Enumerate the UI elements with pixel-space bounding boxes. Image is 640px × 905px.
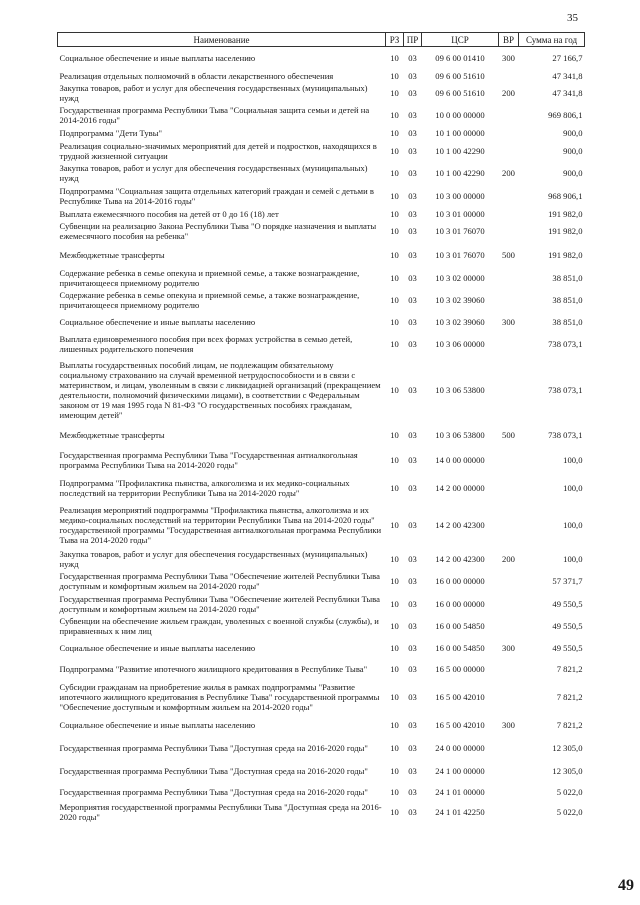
cell-sum: 191 982,0 [548,226,583,236]
cell-name: Государственная программа Республики Тыва "Доступная среда на 2016-2020 годы" [59,766,368,776]
cell-name: Межбюджетные трансферты [59,429,165,440]
cell-name: Содержание ребенка в семье опекуна и приемной семье, а также вознаграждение, причитающееся приемному родителю [59,268,360,288]
cell-csr: 09 6 00 01410 [435,53,485,64]
cell-csr: 10 3 06 00000 [435,339,485,349]
cell-pr: 03 [408,316,417,327]
cell-name: Государственная программа Республики Тыва "Доступная среда на 2016-2020 годы" [59,743,368,753]
cell-vr [499,356,519,424]
table-row [58,714,585,737]
cell-name: Закупка товаров, работ и услуг для обеспечения государственных (муниципальных) нужд [59,162,368,183]
cell-rz: 10 [390,664,399,674]
cell-csr: 10 3 02 39060 [435,295,485,305]
table-row [58,162,585,184]
cell-vr [499,615,519,637]
cell-sum: 738 073,1 [548,429,583,440]
cell-pr: 03 [408,553,417,564]
cell-rz: 10 [390,806,399,817]
table-row [58,140,585,162]
cell-vr [499,127,519,140]
cell-pr: 03 [408,482,417,493]
cell-csr: 14 2 00 42300 [435,519,485,530]
cell-rz: 10 [390,787,399,797]
table-row [58,737,585,760]
cell-sum: 100,0 [563,454,583,465]
cell-csr: 16 5 00 42010 [435,691,485,702]
cell-name: Подпрограмма "Развитие ипотечного жилищного кредитования в Республике Тыва" [59,664,368,674]
cell-sum: 57 371,7 [552,576,583,586]
table-row [58,104,585,127]
cell-sum: 38 851,0 [552,295,583,305]
cell-pr: 03 [408,208,417,219]
cell-rz: 10 [390,766,399,776]
cell-rz: 10 [390,87,399,98]
cell-vr [499,659,519,680]
corner-mark: 49 [618,877,634,894]
cell-sum: 900,0 [563,145,583,156]
cell-csr: 10 3 06 53800 [435,429,485,440]
cell-name: Реализация отдельных полномочий в области лекарственного обеспечения [59,70,334,81]
cell-pr: 03 [408,519,417,530]
cell-sum: 38 851,0 [552,316,583,327]
cell-csr: 09 6 00 51610 [435,70,485,81]
cell-pr: 03 [408,576,417,586]
cell-rz: 10 [390,576,399,586]
table-row [58,783,585,802]
cell-sum: 969 806,1 [548,110,583,120]
cell-rz: 10 [390,429,399,440]
cell-vr [499,760,519,783]
cell-pr: 03 [408,53,417,64]
cell-name: Закупка товаров, работ и услуг для обеспечения государственных (муниципальных) нужд [59,548,368,569]
cell-rz: 10 [390,384,399,395]
cell-pr: 03 [408,87,417,98]
cell-rz: 10 [390,691,399,702]
cell-pr: 03 [408,766,417,776]
cell-pr: 03 [408,691,417,702]
page-number: 35 [567,12,578,24]
cell-name: Государственная программа Республики Тыва "Обеспечение жителей Республики Тыва доступным и комфортным жильем на 2014-2020 годы" [59,593,380,614]
cell-vr: 200 [502,87,515,98]
cell-name: Социальное обеспечение и иные выплаты населению [59,642,256,653]
cell-vr [499,184,519,208]
cell-pr: 03 [408,720,417,730]
cell-pr: 03 [408,787,417,797]
cell-csr: 16 5 00 00000 [435,664,485,674]
cell-rz: 10 [390,620,399,631]
cell-name: Социальное обеспечение и иные выплаты населению [59,316,256,327]
cell-vr: 300 [502,53,515,64]
cell-vr [499,802,519,822]
cell-name: Реализация мероприятий подпрограммы "Профилактика пьянства, алкоголизма и их медико-социальных последствий на территории Республики Тыва на 2014-2020 годы" государственной программы "Государственная антиалкогольная программа Республики Тыва на 2014-2020 годы" [59,504,382,545]
header-sum: Сумма на год [519,33,585,47]
cell-vr: 500 [502,249,515,260]
cell-vr: 200 [502,167,515,178]
cell-name: Подпрограмма "Социальная защита отдельных категорий граждан и семей с детьми в Республике Тыва на 2014-2016 годы" [59,185,374,206]
cell-csr: 16 0 00 00000 [435,598,485,609]
table-row [58,502,585,548]
table-body [58,47,585,822]
header-name: Наименование [58,33,386,47]
cell-name: Подпрограмма "Профилактика пьянства, алкоголизма и их медико-социальных последствий на территории Республики Тыва на 2014-2020 годы" [59,477,350,498]
cell-csr: 09 6 00 51610 [435,87,485,98]
cell-vr [499,208,519,220]
cell-csr: 16 0 00 00000 [435,576,485,586]
cell-rz: 10 [390,454,399,465]
table-row [58,593,585,615]
cell-csr: 10 3 01 76070 [435,249,485,260]
cell-pr: 03 [408,429,417,440]
cell-sum: 49 550,5 [552,642,583,653]
cell-name: Государственная программа Республики Тыва "Обеспечение жителей Республики Тыва доступным и комфортным жильем на 2014-2020 годы" [59,571,380,591]
cell-csr: 24 1 01 00000 [435,787,485,797]
cell-sum: 100,0 [563,519,583,530]
cell-sum: 900,0 [563,167,583,178]
cell-csr: 10 1 00 42290 [435,145,485,156]
cell-csr: 10 3 01 00000 [435,208,485,219]
cell-csr: 14 0 00 00000 [435,454,485,465]
cell-name: Субвенции на реализацию Закона Республики Тыва "О порядке назначения и выплаты ежемесячного пособия на ребенка" [59,221,377,241]
cell-name: Социальное обеспечение и иные выплаты населению [59,720,256,730]
table-row [58,290,585,311]
header-vr: ВР [499,33,519,47]
cell-vr: 300 [502,720,515,730]
cell-rz: 10 [390,720,399,730]
cell-rz: 10 [390,273,399,283]
table-row [58,70,585,82]
cell-rz: 10 [390,295,399,305]
table-row [58,127,585,140]
cell-vr: 500 [502,429,515,440]
cell-sum: 738 073,1 [548,384,583,395]
cell-vr [499,446,519,474]
cell-rz: 10 [390,316,399,327]
cell-rz: 10 [390,70,399,81]
cell-pr: 03 [408,620,417,631]
cell-vr: 200 [502,553,515,564]
cell-vr [499,140,519,162]
cell-rz: 10 [390,190,399,201]
cell-name: Межбюджетные трансферты [59,249,165,260]
table-row [58,548,585,570]
cell-csr: 10 3 02 00000 [435,273,485,283]
cell-csr: 10 0 00 00000 [435,110,485,120]
header-csr: ЦСР [422,33,499,47]
cell-rz: 10 [390,128,399,138]
cell-sum: 27 166,7 [552,53,583,64]
cell-csr: 14 2 00 00000 [435,482,485,493]
cell-name: Государственная программа Республики Тыва "Доступная среда на 2016-2020 годы" [59,787,368,797]
table-row [58,802,585,822]
cell-pr: 03 [408,743,417,753]
cell-vr: 300 [502,316,515,327]
cell-vr [499,737,519,760]
cell-pr: 03 [408,249,417,260]
table-row [58,474,585,502]
cell-sum: 5 022,0 [556,806,583,817]
table-row [58,356,585,424]
table-row [58,680,585,714]
cell-sum: 49 550,5 [552,620,583,631]
cell-name: Закупка товаров, работ и услуг для обеспечения государственных (муниципальных) нужд [59,82,368,103]
cell-name: Реализация социально-значимых мероприятий для детей и подростков, находящихся в трудной жизненной ситуации [59,140,377,161]
table-row [58,184,585,208]
cell-sum: 12 305,0 [552,766,583,776]
cell-vr [499,290,519,311]
cell-pr: 03 [408,806,417,817]
cell-pr: 03 [408,454,417,465]
cell-csr: 24 1 01 42250 [435,806,485,817]
cell-name: Выплаты государственных пособий лицам, не подлежащим обязательному социальному страхованию на случай временной нетрудоспособности и в связи с материнством, и лицам, уволенным в связи с ликвидацией организаций (прекращением деятельности, полномочий физическими лицами), в соответствии с Федеральным законом от 19 мая 1995 года N 81-ФЗ "О государственных пособиях гражданам, имеющим детей" [59,359,381,420]
cell-name: Государственная программа Республики Тыва "Государственная антиалкогольная программа Республики Тыва на 2014-2020 годы" [59,449,358,470]
cell-rz: 10 [390,249,399,260]
table-header-row [58,33,585,47]
cell-csr: 10 3 02 39060 [435,316,485,327]
table-row [58,637,585,659]
cell-vr [499,70,519,82]
cell-csr: 10 3 06 53800 [435,384,485,395]
cell-pr: 03 [408,273,417,283]
cell-sum: 7 821,2 [556,720,583,730]
cell-sum: 12 305,0 [552,743,583,753]
cell-pr: 03 [408,664,417,674]
cell-rz: 10 [390,167,399,178]
cell-csr: 16 5 00 42010 [435,720,485,730]
cell-pr: 03 [408,598,417,609]
cell-name: Государственная программа Республики Тыва "Социальная защита семьи и детей на 2014-2016 годы" [59,105,370,125]
cell-rz: 10 [390,743,399,753]
budget-table [57,32,585,822]
table-row [58,760,585,783]
cell-pr: 03 [408,145,417,156]
cell-csr: 10 3 01 76070 [435,226,485,236]
header-pr: ПР [404,33,422,47]
cell-sum: 7 821,2 [556,664,583,674]
table-row [58,659,585,680]
header-rz: РЗ [386,33,404,47]
cell-vr [499,220,519,243]
cell-sum: 47 341,8 [552,70,583,81]
cell-rz: 10 [390,226,399,236]
cell-name: Содержание ребенка в семье опекуна и приемной семье, а также вознаграждение, причитающееся приемному родителю [59,290,360,310]
cell-pr: 03 [408,128,417,138]
cell-csr: 24 0 00 00000 [435,743,485,753]
cell-name: Подпрограмма "Дети Тувы" [59,128,162,138]
cell-csr: 10 1 00 42290 [435,167,485,178]
cell-vr [499,333,519,356]
cell-pr: 03 [408,167,417,178]
cell-pr: 03 [408,339,417,349]
cell-sum: 47 341,8 [552,87,583,98]
cell-rz: 10 [390,53,399,64]
cell-rz: 10 [390,553,399,564]
cell-vr [499,104,519,127]
cell-vr [499,680,519,714]
table-row [58,446,585,474]
table-row [58,267,585,290]
cell-pr: 03 [408,642,417,653]
cell-sum: 100,0 [563,553,583,564]
table-row [58,47,585,70]
table-row [58,220,585,243]
cell-sum: 968 906,1 [548,190,583,201]
cell-sum: 49 550,5 [552,598,583,609]
cell-vr [499,474,519,502]
table-row [58,311,585,333]
cell-pr: 03 [408,190,417,201]
table-row [58,424,585,446]
cell-csr: 10 3 00 00000 [435,190,485,201]
cell-name: Выплата единовременного пособия при всех формах устройства в семью детей, лишенных родительского попечения [59,334,353,354]
table-row [58,615,585,637]
cell-sum: 738 073,1 [548,339,583,349]
cell-rz: 10 [390,145,399,156]
cell-name: Субсидии гражданам на приобретение жилья в рамках подпрограммы "Развитие ипотечного жилищного кредитования в Республике Тыва" государственной программы "Обеспечение доступным и комфортным жильем на 2014-2020 годы" [59,681,380,712]
cell-name: Выплата ежемесячного пособия на детей от 0 до 16 (18) лет [59,208,279,219]
cell-rz: 10 [390,339,399,349]
cell-name: Социальное обеспечение и иные выплаты населению [59,53,256,64]
cell-csr: 24 1 00 00000 [435,766,485,776]
cell-pr: 03 [408,110,417,120]
cell-sum: 900,0 [563,128,583,138]
table-row [58,208,585,220]
table-row [58,333,585,356]
cell-rz: 10 [390,208,399,219]
cell-csr: 10 1 00 00000 [435,128,485,138]
cell-rz: 10 [390,110,399,120]
cell-name: Субвенции на обеспечение жильем граждан, уволенных с военной службы (службы), и приравненных к ним лиц [59,615,379,636]
cell-vr [499,502,519,548]
cell-vr [499,267,519,290]
cell-vr [499,783,519,802]
cell-sum: 5 022,0 [556,787,583,797]
cell-rz: 10 [390,482,399,493]
cell-vr [499,570,519,593]
cell-vr: 300 [502,642,515,653]
cell-sum: 191 982,0 [548,249,583,260]
cell-name: Мероприятия государственной программы Республики Тыва "Доступная среда на 2016-2020 годы" [59,801,382,822]
cell-vr [499,593,519,615]
cell-pr: 03 [408,226,417,236]
cell-rz: 10 [390,642,399,653]
table-row [58,243,585,267]
cell-pr: 03 [408,295,417,305]
cell-sum: 38 851,0 [552,273,583,283]
table-row [58,82,585,104]
cell-rz: 10 [390,598,399,609]
cell-sum: 7 821,2 [556,691,583,702]
cell-sum: 191 982,0 [548,208,583,219]
cell-rz: 10 [390,519,399,530]
cell-csr: 14 2 00 42300 [435,553,485,564]
cell-pr: 03 [408,384,417,395]
cell-csr: 16 0 00 54850 [435,642,485,653]
cell-sum: 100,0 [563,482,583,493]
cell-pr: 03 [408,70,417,81]
table-row [58,570,585,593]
cell-csr: 16 0 00 54850 [435,620,485,631]
